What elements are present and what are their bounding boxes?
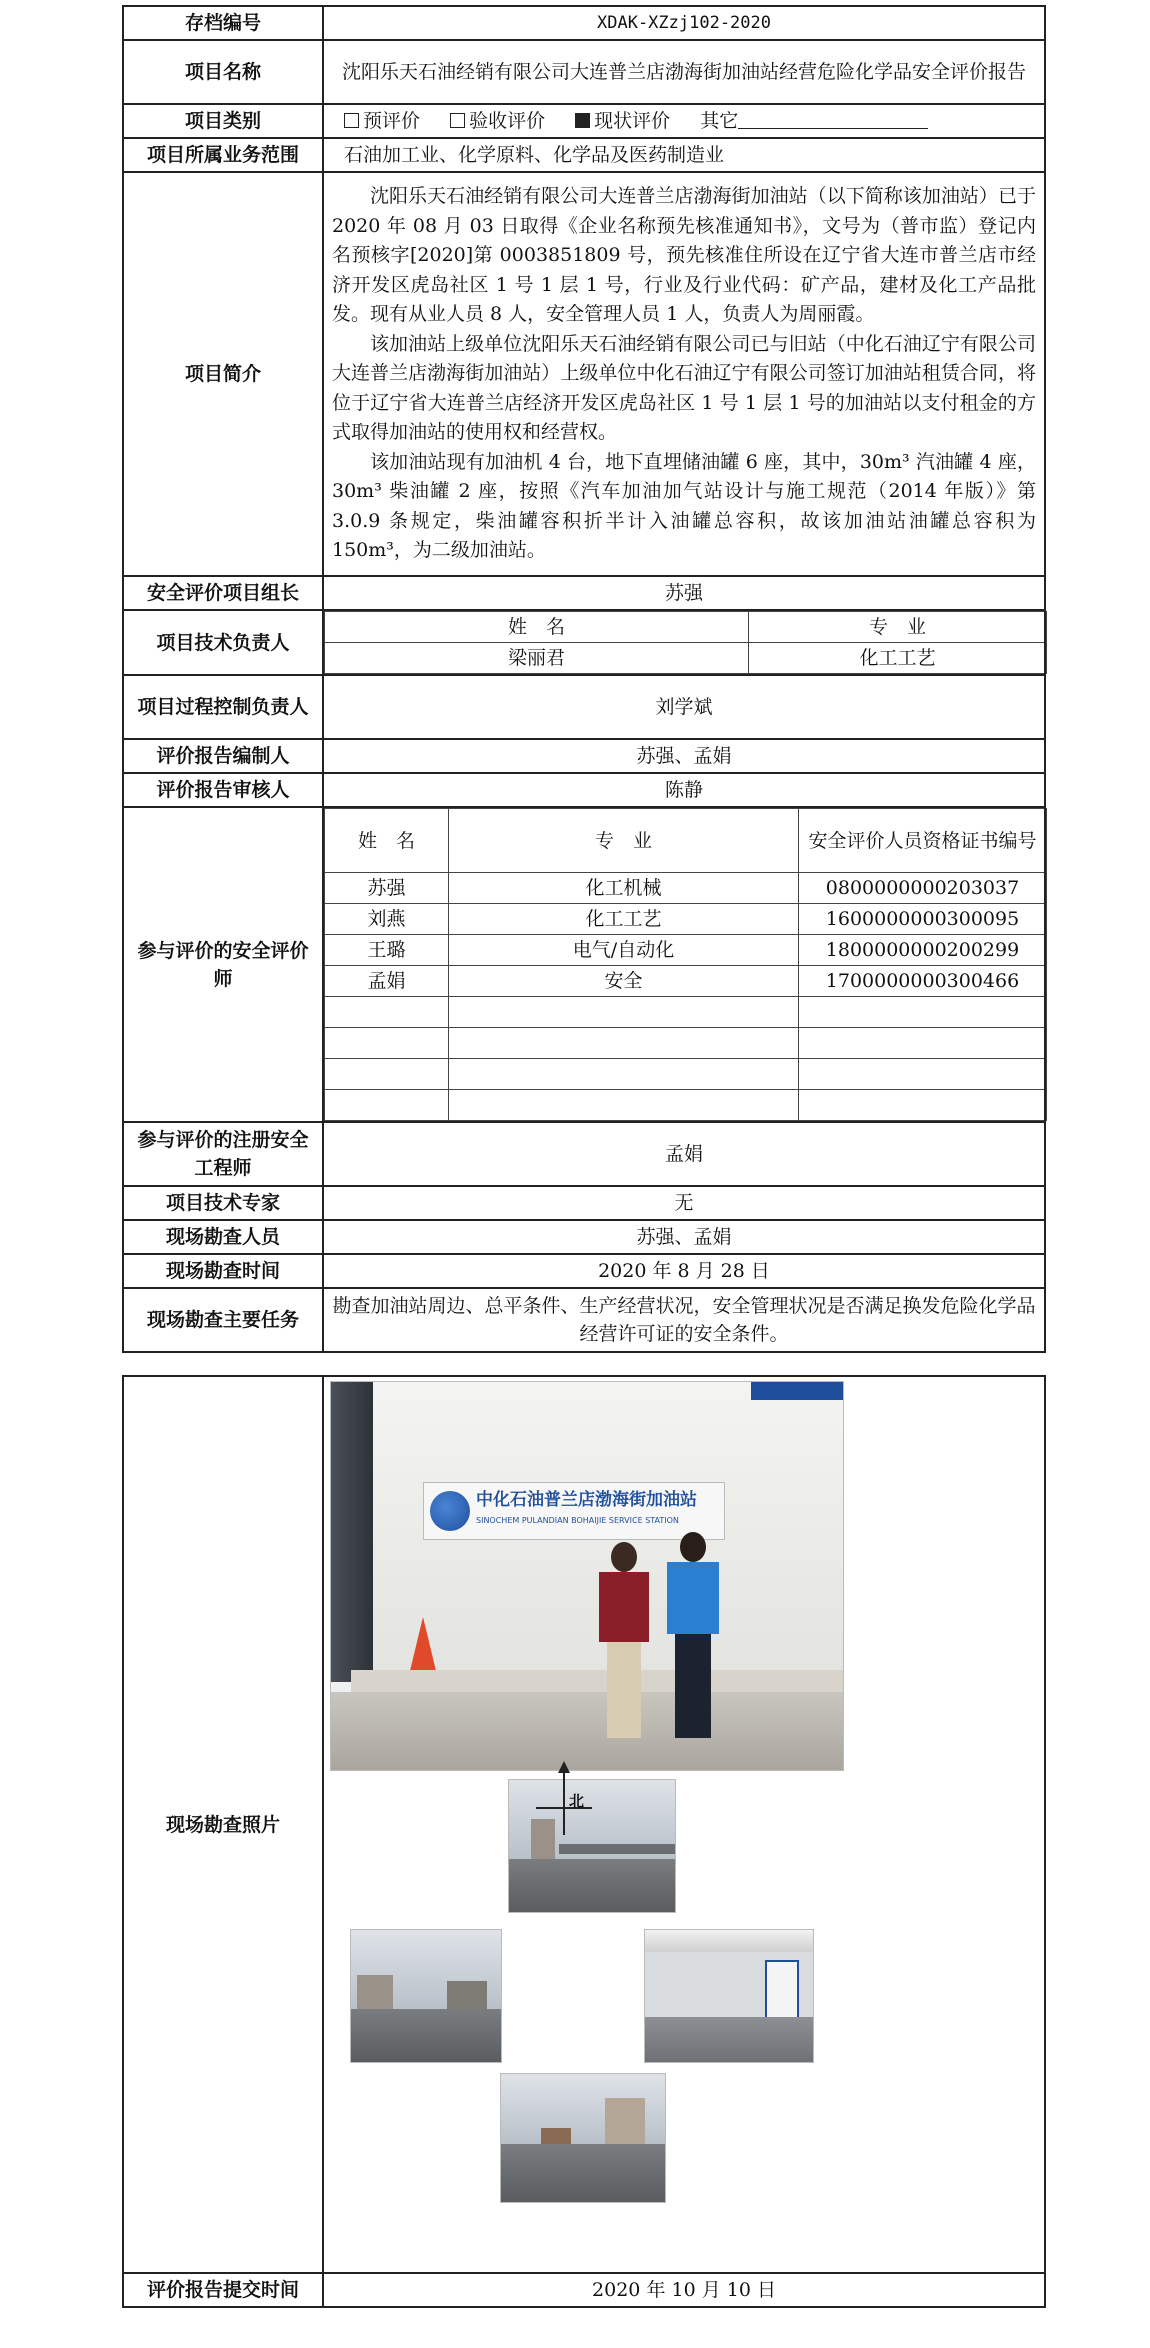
photo-east-view [644,1929,814,2063]
person-right [661,1532,725,1742]
ground [509,1859,675,1912]
table-row [325,935,1047,966]
table-row [325,966,1047,997]
project-name-label: 项目名称 [123,40,323,104]
evaluator-name: 苏强 [325,873,449,904]
row-tech-expert [123,1186,1045,1220]
ground [501,2144,665,2202]
main-photo [330,1381,844,1771]
building [541,2128,571,2144]
survey-task-label: 现场勘查主要任务 [123,1288,323,1352]
photo-area [324,1377,1044,2272]
row-submit-time [123,2273,1045,2307]
compass-label: 北 [569,1792,585,1810]
evaluators-label: 参与评价的安全评价师 [123,807,323,1122]
person-left-head [611,1542,637,1572]
photos-cell [323,1376,1045,2273]
team-leader-label: 安全评价项目组长 [123,576,323,610]
evaluator-cert: 1800000000200299 [799,935,1047,966]
intro-paragraph-1: 沈阳乐天石油经销有限公司大连普兰店渤海街加油站（以下简称该加油站）已于 2020 年 08 月 03 日取得《企业名称预先核准通知书》，文号为（普市监）登记内名预核字[2020]第 0003851809 号，预先核准住所设在辽宁省大连市普兰店市经济开发区虎岛社区 1 号 1 层 1 号，行业及行业代码：矿产品，建材及化工产品批发。现有从业人员 8 人，安全管理人员 1 人，负责人为周丽霞。 [332,185,1036,326]
evaluator-name [325,1090,449,1121]
row-survey-time [123,1254,1045,1288]
safety-engineer-label: 参与评价的注册安全工程师 [123,1122,323,1186]
option-other-text: 其它 [700,110,739,132]
business-scope-value: 石油加工业、化学原料、化学品及医药制造业 [323,138,1045,172]
canopy [645,1930,813,1952]
project-type-label: 项目类别 [123,104,323,138]
evaluator-major [449,1028,799,1059]
evaluators-cell [323,807,1045,1122]
row-archive-no [123,6,1045,40]
photos-label: 现场勘查照片 [123,1376,323,2273]
tech-lead-col-major: 专 业 [749,612,1047,643]
evaluator-major: 电气/自动化 [449,935,799,966]
process-lead-value: 刘学斌 [323,675,1045,739]
compass-arrow-icon [558,1761,570,1773]
row-survey-staff [123,1220,1045,1254]
compass-axis-vertical [563,1765,565,1835]
row-safety-engineer [123,1122,1045,1186]
evaluator-major: 安全 [449,966,799,997]
tech-lead-cell [323,610,1045,675]
evaluator-cert [799,997,1047,1028]
row-survey-task [123,1288,1045,1352]
evaluator-major [449,997,799,1028]
evaluators-header-row [325,809,1047,873]
intro-paragraph-2: 该加油站上级单位沈阳乐天石油经销有限公司已与旧站（中化石油辽宁有限公司大连普兰店渤海街加油站）上级单位中化石油辽宁有限公司签订加油站租赁合同，将位于辽宁省大连普兰店经济开发区虎岛社区 1 号 1 层 1 号的加油站以支付租金的方式取得加油站的使用权和经营权。 [332,332,1036,444]
submit-time-value: 2020 年 10 月 10 日 [323,2273,1045,2307]
row-intro [123,172,1045,576]
evaluator-name [325,1028,449,1059]
business-scope-label: 项目所属业务范围 [123,138,323,172]
archive-no-value: XDAK-XZzj102-2020 [323,6,1045,40]
evaluators-table [324,808,1047,1121]
ground [645,2017,813,2062]
row-team-leader [123,576,1045,610]
person-right-legs [675,1634,711,1738]
evaluators-col-major: 专 业 [449,809,799,873]
person-right-head [680,1532,706,1562]
row-tech-lead [123,610,1045,675]
canopy-blue [751,1382,843,1400]
person-left-legs [607,1642,641,1738]
option-status-eval-text: 现状评价 [594,110,671,132]
photo-table [122,1375,1046,2308]
team-leader-value: 苏强 [323,576,1045,610]
intro-paragraph-3: 该加油站现有加油机 4 台，地下直埋储油罐 6 座，其中，30m³ 汽油罐 4 座，30m³ 柴油罐 2 座，按照《汽车加油加气站设计与施工规范（2014 年版）》第 3.0.9 条规定，柴油罐容积折半计入油罐总容积，故该加油站油罐总容积为 150m³，为二级加油站。 [332,450,1036,562]
ground [351,2009,501,2062]
reviewer-value: 陈静 [323,773,1045,807]
building [605,2098,645,2144]
table-row [325,873,1047,904]
info-table [122,5,1046,1353]
building [447,1981,487,2009]
row-photos [123,1376,1045,2273]
evaluator-name: 刘燕 [325,904,449,935]
tech-lead-value-row [325,643,1047,674]
table-row [325,1090,1047,1121]
row-compiler [123,739,1045,773]
tech-lead-col-name: 姓 名 [325,612,749,643]
survey-staff-value: 苏强、孟娟 [323,1220,1045,1254]
tech-lead-name: 梁丽君 [325,643,749,674]
evaluator-major: 化工机械 [449,873,799,904]
evaluator-cert [799,1028,1047,1059]
row-evaluators [123,807,1045,1122]
evaluator-major: 化工工艺 [449,904,799,935]
compass-north-icon [536,1765,606,1835]
project-type-options [323,104,1045,138]
survey-staff-label: 现场勘查人员 [123,1220,323,1254]
project-name-value: 沈阳乐天石油经销有限公司大连普兰店渤海街加油站经营危险化学品安全评价报告 [323,40,1045,104]
survey-time-value: 2020 年 8 月 28 日 [323,1254,1045,1288]
option-acceptance-eval [450,107,545,135]
evaluator-name: 王璐 [325,935,449,966]
tech-lead-table [324,611,1047,674]
tech-lead-header-row [325,612,1047,643]
tech-expert-label: 项目技术专家 [123,1186,323,1220]
sign-logo-icon [430,1491,470,1531]
option-status-eval [575,107,670,135]
evaluators-col-name: 姓 名 [325,809,449,873]
evaluator-major [449,1059,799,1090]
row-project-type [123,104,1045,138]
overpass [559,1844,675,1854]
option-pre-eval-text: 预评价 [363,110,421,132]
survey-time-label: 现场勘查时间 [123,1254,323,1288]
row-reviewer [123,773,1045,807]
survey-task-value: 勘查加油站周边、总平条件、生产经营状况，安全管理状况是否满足换发危险化学品经营许可证的安全条件。 [323,1288,1045,1352]
evaluator-name [325,1059,449,1090]
submit-time-label: 评价报告提交时间 [123,2273,323,2307]
photo-west-view [350,1929,502,2063]
safety-engineer-value: 孟娟 [323,1122,1045,1186]
evaluators-col-cert: 安全评价人员资格证书编号 [799,809,1047,873]
compiler-label: 评价报告编制人 [123,739,323,773]
evaluator-cert: 1600000000300095 [799,904,1047,935]
other-underline [738,110,928,129]
sign-subtext: SINOCHEM PULANDIAN BOHAIJIE SERVICE STATION [476,1516,679,1525]
evaluator-cert [799,1090,1047,1121]
checkbox-pre-eval [344,113,359,128]
person-left [593,1542,655,1742]
row-process-lead [123,675,1045,739]
intro-label: 项目简介 [123,172,323,576]
checkbox-status-eval [575,113,590,128]
evaluator-major [449,1090,799,1121]
pillar-left [331,1382,373,1682]
process-lead-label: 项目过程控制负责人 [123,675,323,739]
evaluator-name: 孟娟 [325,966,449,997]
person-left-body [599,1572,649,1642]
table-row [325,997,1047,1028]
compiler-value: 苏强、孟娟 [323,739,1045,773]
building [357,1975,393,2009]
evaluator-name [325,997,449,1028]
traffic-cone-icon [409,1617,437,1675]
option-pre-eval [344,107,420,135]
reviewer-label: 评价报告审核人 [123,773,323,807]
tech-lead-label: 项目技术负责人 [123,610,323,675]
evaluator-cert [799,1059,1047,1090]
table-row [325,904,1047,935]
checkbox-acceptance-eval [450,113,465,128]
evaluator-cert: 0800000000203037 [799,873,1047,904]
sign-text: 中化石油普兰店渤海街加油站 [476,1490,697,1510]
table-row [325,1059,1047,1090]
evaluator-cert: 1700000000300466 [799,966,1047,997]
tech-lead-major: 化工工艺 [749,643,1047,674]
table-row [325,1028,1047,1059]
report-form [122,5,1044,2308]
archive-no-label: 存档编号 [123,6,323,40]
row-project-name [123,40,1045,104]
row-business-scope [123,138,1045,172]
tech-expert-value: 无 [323,1186,1045,1220]
pavement [331,1692,843,1770]
photo-south-view [500,2073,666,2203]
option-acceptance-eval-text: 验收评价 [469,110,546,132]
person-right-body [667,1562,719,1634]
option-other [700,107,928,135]
intro-content [323,172,1045,576]
